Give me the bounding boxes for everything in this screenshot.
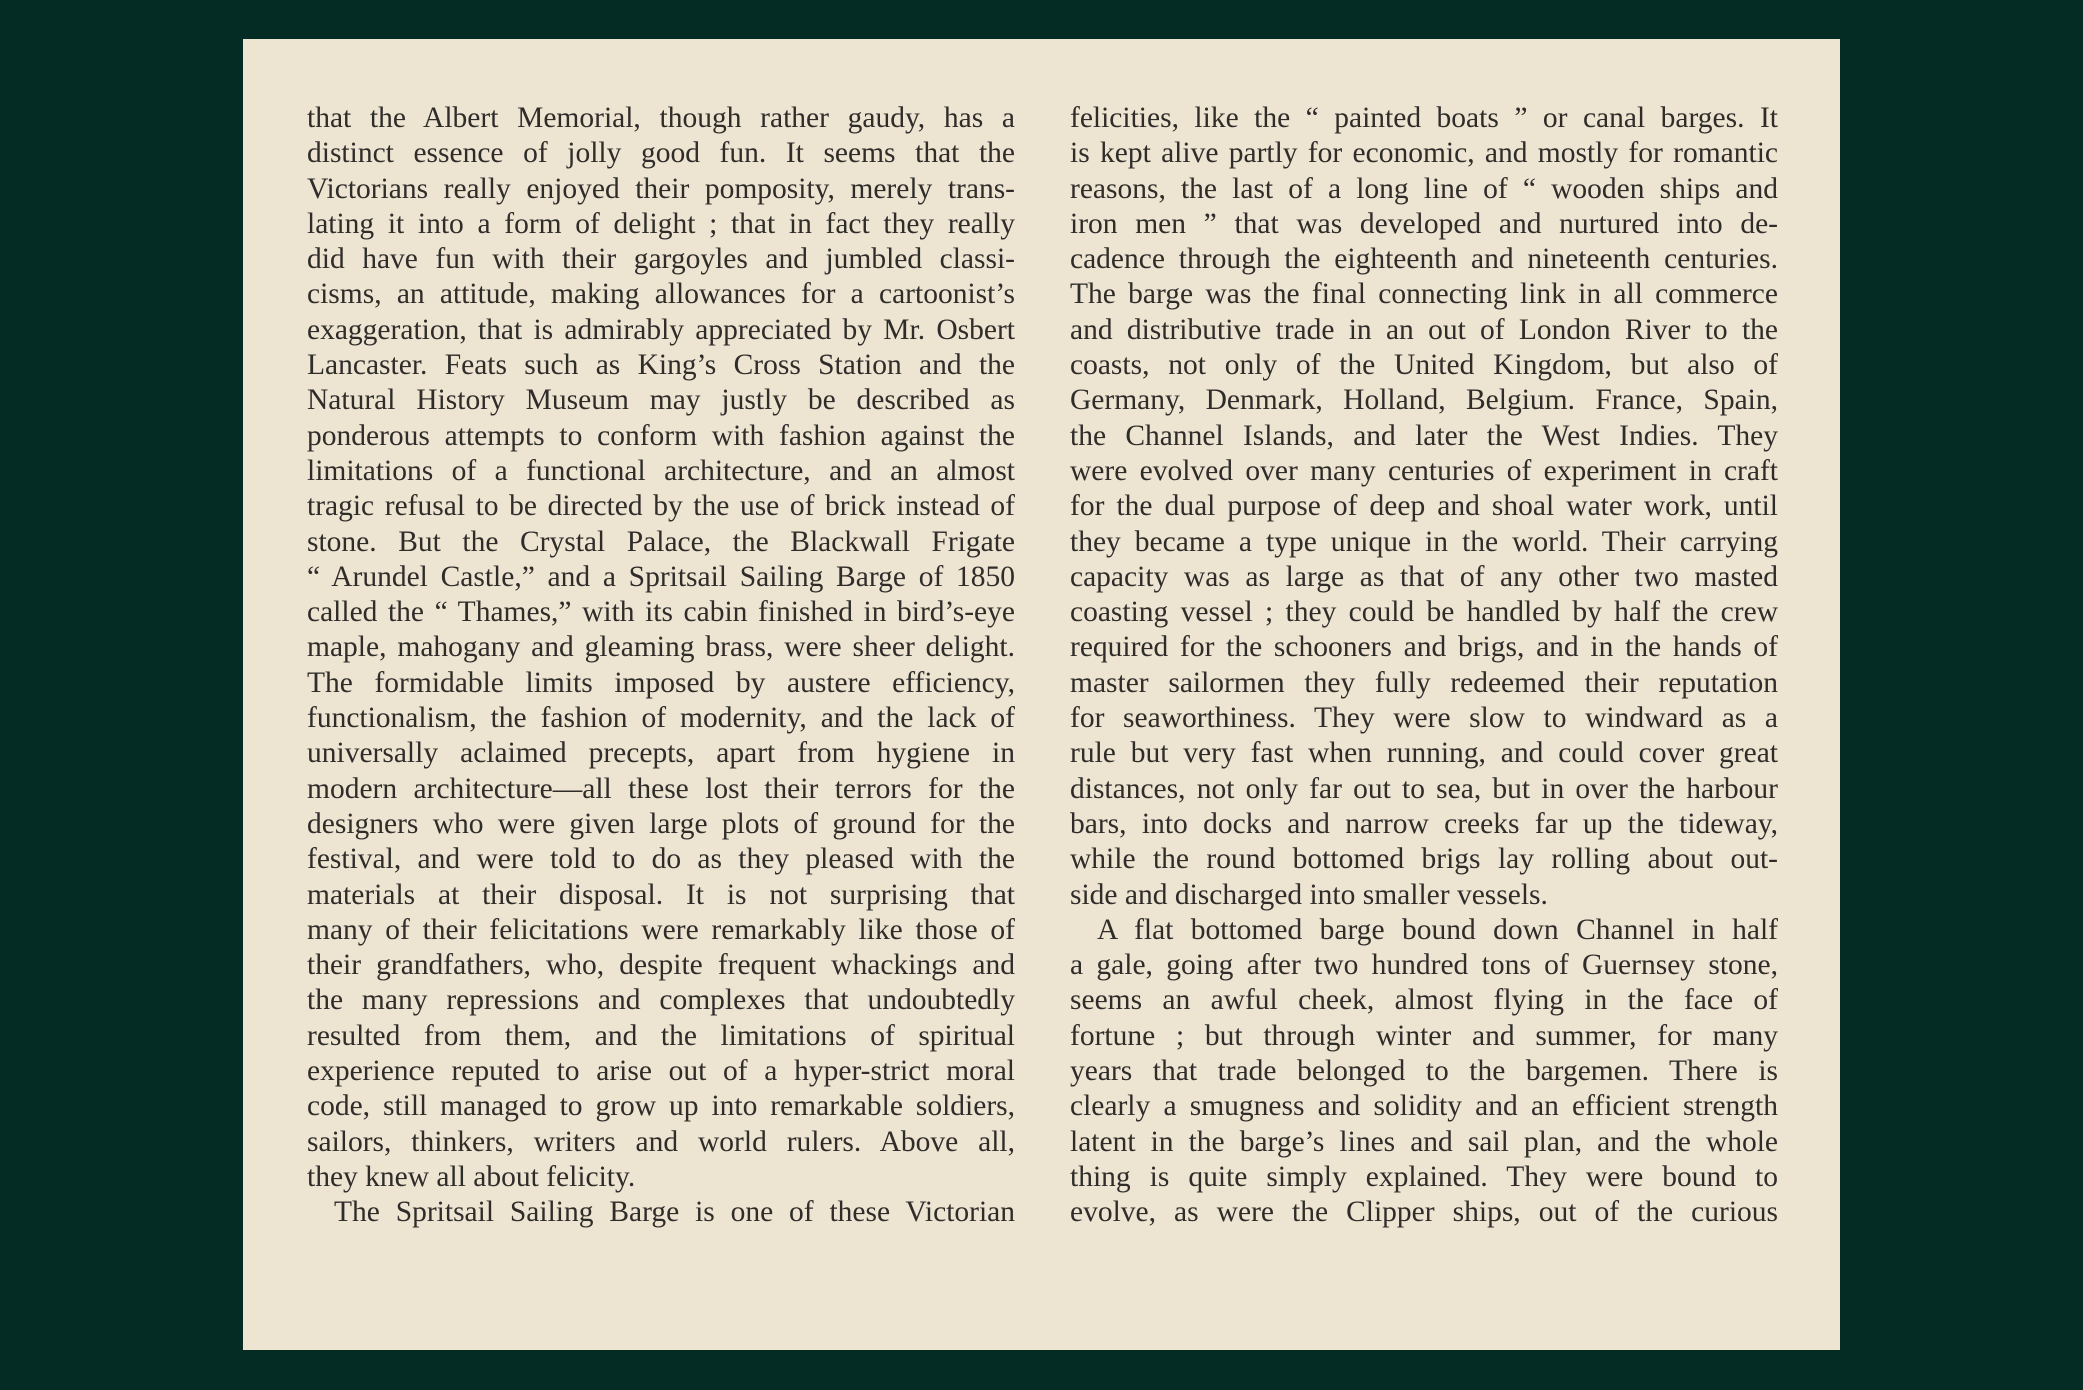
text-line: cadence through the eighteenth and nineteenth centuries. <box>1070 243 1778 276</box>
text-line: distances, not only far out to sea, but in over the harbour <box>1070 772 1778 805</box>
text-line: the Channel Islands, and later the West Indies. They <box>1070 419 1778 452</box>
text-line: seems an awful cheek, almost flying in the face of <box>1070 984 1778 1017</box>
paragraph-end-line: they knew all about felicity. <box>307 1160 636 1193</box>
text-line: coasts, not only of the United Kingdom, but also of <box>1070 349 1778 382</box>
paragraph-end-line: side and discharged into smaller vessels. <box>1070 878 1548 911</box>
text-line: fortune ; but through winter and summer, for many <box>1070 1019 1778 1052</box>
text-line: called the “ Thames,” with its cabin finished in bird’s-eye <box>307 596 1015 629</box>
text-line: evolve, as were the Clipper ships, out of the curious <box>1070 1196 1778 1229</box>
text-line: master sailormen they fully redeemed their reputation <box>1070 666 1778 699</box>
text-line: felicities, like the “ painted boats ” or canal barges. It <box>1070 102 1778 134</box>
text-line: experience reputed to arise out of a hyper-strict moral <box>307 1055 1015 1088</box>
text-line: Lancaster. Feats such as King’s Cross Station and the <box>307 349 1015 382</box>
text-line: for the dual purpose of deep and shoal water work, until <box>1070 490 1778 523</box>
text-line: Natural History Museum may justly be described as <box>307 384 1015 417</box>
text-line: exaggeration, that is admirably appreciated by Mr. Osbert <box>307 313 1015 346</box>
text-line: reasons, the last of a long line of “ wooden ships and <box>1070 172 1778 205</box>
text-line: tragic refusal to be directed by the use of brick instead of <box>307 490 1015 523</box>
text-line: The barge was the final connecting link in all commerce <box>1070 278 1778 311</box>
right-text-column <box>1070 101 1778 1231</box>
text-line: festival, and were told to do as they pleased with the <box>307 843 1015 876</box>
text-line: coasting vessel ; they could be handled by half the crew <box>1070 596 1778 629</box>
text-line: universally aclaimed precepts, apart from hygiene in <box>307 737 1015 770</box>
text-line: limitations of a functional architecture, and an almost <box>307 454 1015 487</box>
text-line: capacity was as large as that of any other two masted <box>1070 560 1778 593</box>
text-line: maple, mahogany and gleaming brass, were sheer delight. <box>307 631 1015 664</box>
text-line: The formidable limits imposed by austere efficiency, <box>307 666 1015 699</box>
paragraph-start-line: The Spritsail Sailing Barge is one of these Victorian <box>334 1196 1015 1229</box>
text-line: many of their felicitations were remarkably like those of <box>307 913 1015 946</box>
text-line: iron men ” that was developed and nurtured into de- <box>1070 207 1778 240</box>
text-line: Germany, Denmark, Holland, Belgium. France, Spain, <box>1070 384 1778 417</box>
text-line: cisms, an attitude, making allowances for a cartoonist’s <box>307 278 1015 311</box>
text-line: materials at their disposal. It is not surprising that <box>307 878 1015 911</box>
text-line: sailors, thinkers, writers and world rulers. Above all, <box>307 1125 1015 1158</box>
text-line: stone. But the Crystal Palace, the Blackwall Frigate <box>307 525 1015 558</box>
text-line: required for the schooners and brigs, and in the hands of <box>1070 631 1778 664</box>
text-line: rule but very fast when running, and could cover great <box>1070 737 1778 770</box>
text-line: latent in the barge’s lines and sail plan, and the whole <box>1070 1125 1778 1158</box>
text-line: the many repressions and complexes that undoubtedly <box>307 984 1015 1017</box>
paragraph-start-line: A flat bottomed barge bound down Channel in half <box>1097 913 1778 946</box>
text-line: modern architecture—all these lost their terrors for the <box>307 772 1015 805</box>
text-line: lating it into a form of delight ; that in fact they really <box>307 207 1015 240</box>
text-line: code, still managed to grow up into remarkable soldiers, <box>307 1090 1015 1123</box>
text-line: ponderous attempts to conform with fashion against the <box>307 419 1015 452</box>
text-line: and distributive trade in an out of London River to the <box>1070 313 1778 346</box>
text-line: bars, into docks and narrow creeks far up the tideway, <box>1070 807 1778 840</box>
left-text-column <box>307 101 1015 1231</box>
text-line: functionalism, the fashion of modernity, and the lack of <box>307 702 1015 735</box>
text-line: that the Albert Memorial, though rather gaudy, has a <box>307 102 1015 134</box>
text-line: did have fun with their gargoyles and jumbled classi- <box>307 243 1015 276</box>
text-line: resulted from them, and the limitations of spiritual <box>307 1019 1015 1052</box>
text-line: “ Arundel Castle,” and a Spritsail Sailing Barge of 1850 <box>307 560 1015 593</box>
text-line: is kept alive partly for economic, and mostly for romantic <box>1070 137 1778 170</box>
text-line: for seaworthiness. They were slow to windward as a <box>1070 702 1778 735</box>
text-line: they became a type unique in the world. Their carrying <box>1070 525 1778 558</box>
text-line: designers who were given large plots of ground for the <box>307 807 1015 840</box>
text-line: years that trade belonged to the bargemen. There is <box>1070 1055 1778 1088</box>
text-line: thing is quite simply explained. They were bound to <box>1070 1160 1778 1193</box>
text-line: were evolved over many centuries of experiment in craft <box>1070 454 1778 487</box>
text-line: while the round bottomed brigs lay rolling about out- <box>1070 843 1778 876</box>
text-line: distinct essence of jolly good fun. It seems that the <box>307 137 1015 170</box>
scanned-page <box>243 39 1840 1350</box>
text-line: Victorians really enjoyed their pomposity, merely trans- <box>307 172 1015 205</box>
text-line: clearly a smugness and solidity and an efficient strength <box>1070 1090 1778 1123</box>
text-line: a gale, going after two hundred tons of Guernsey stone, <box>1070 949 1778 982</box>
text-line: their grandfathers, who, despite frequent whackings and <box>307 949 1015 982</box>
